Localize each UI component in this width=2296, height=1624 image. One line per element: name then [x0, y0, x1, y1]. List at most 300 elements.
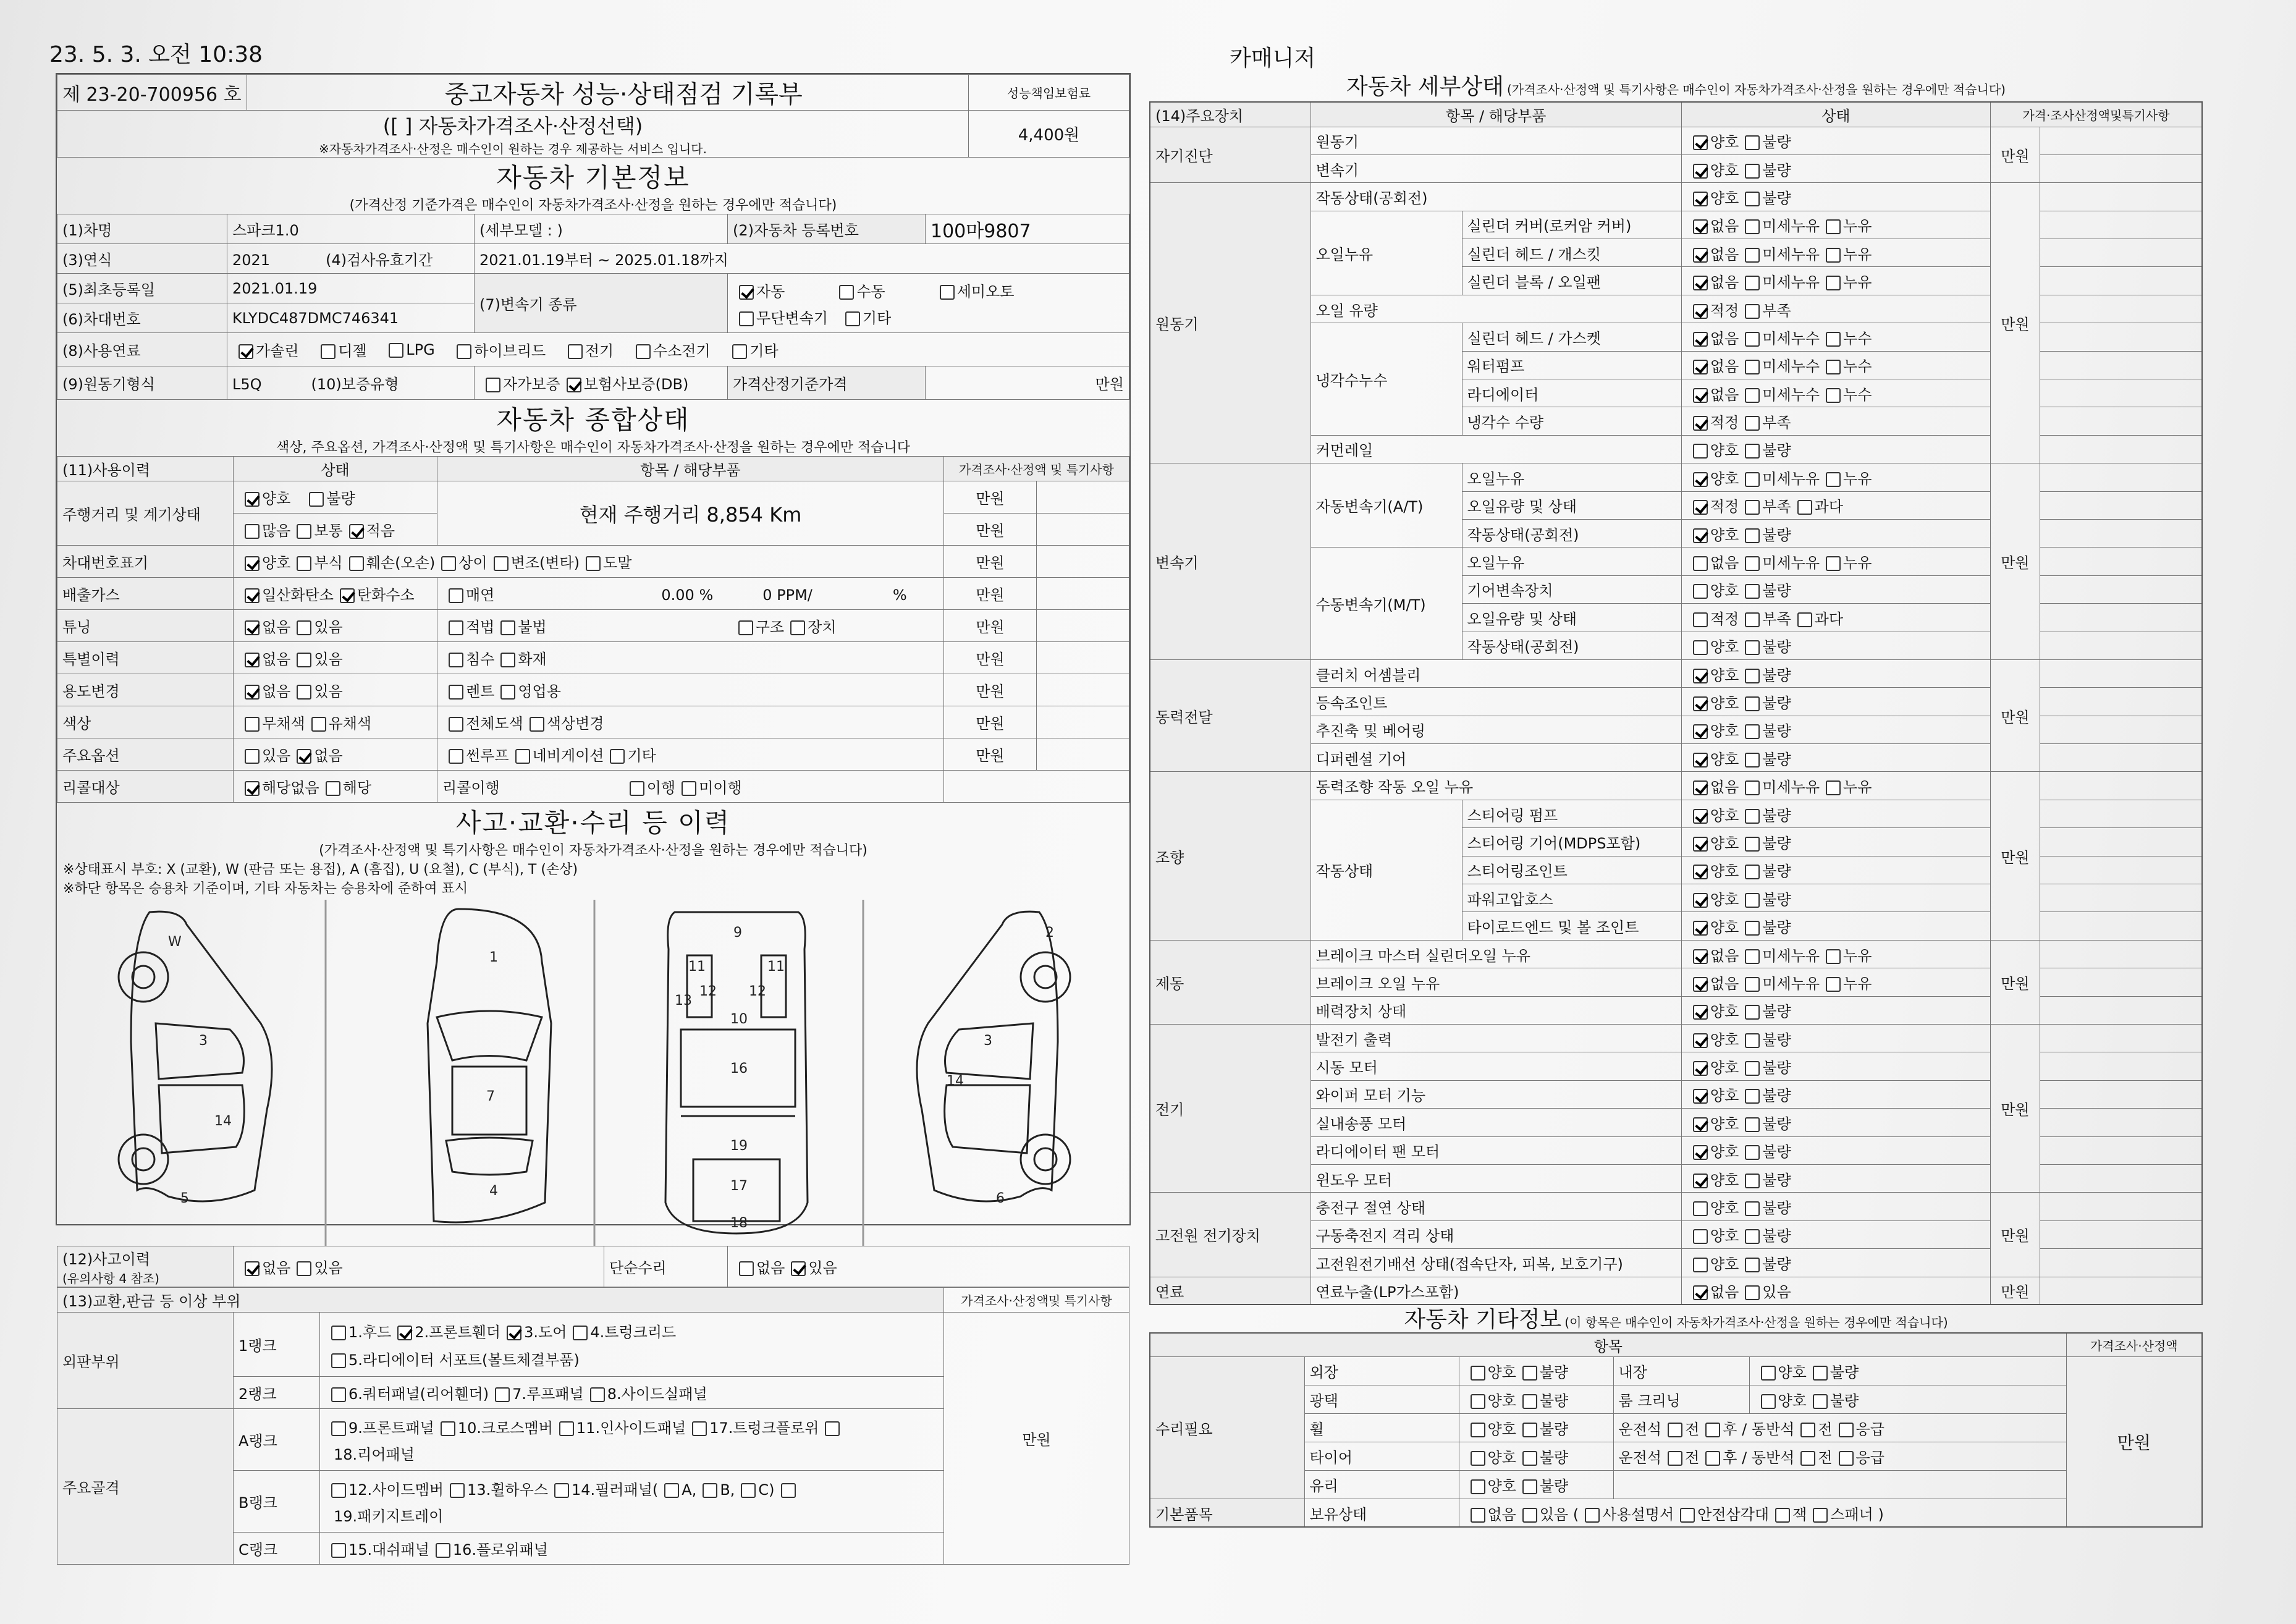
- state-label: 누유: [1843, 975, 1872, 992]
- option-label: 없음: [262, 683, 291, 700]
- state-checkbox[interactable]: [1745, 1201, 1760, 1216]
- state-checkbox[interactable]: [1693, 1033, 1708, 1048]
- checkbox[interactable]: [311, 717, 326, 732]
- detail-item: 작동상태(공회전): [1310, 183, 1681, 211]
- state-label: 불량: [1762, 638, 1791, 656]
- state-checkbox[interactable]: [1745, 669, 1760, 683]
- checkbox[interactable]: [781, 1483, 796, 1498]
- state-label: 불량: [1762, 161, 1791, 179]
- detail-unit: 만원: [1990, 772, 2040, 940]
- detail-group: 고전원 전기장치: [1150, 1193, 1310, 1277]
- diagram-label: 7: [486, 1089, 495, 1104]
- state-label: 없음: [1710, 218, 1739, 235]
- legend-note: ※하단 항목은 승용차 기준이며, 기타 자동차는 승용차에 준하여 표시: [63, 881, 468, 897]
- detail-state: [1681, 154, 1990, 182]
- checkbox[interactable]: [245, 685, 260, 700]
- option-label: 있음: [314, 651, 343, 668]
- detail-state: [1681, 632, 1990, 659]
- head-state: 상태: [1681, 102, 1990, 127]
- checkbox[interactable]: [245, 556, 260, 571]
- state-checkbox[interactable]: [1693, 164, 1708, 179]
- state-checkbox[interactable]: [1745, 977, 1760, 992]
- head-price: 가격조사·산정액 및 특기사항: [944, 457, 1129, 481]
- checkbox[interactable]: [1705, 1451, 1720, 1466]
- label-model: (1)차명: [57, 214, 227, 244]
- checkbox[interactable]: [1800, 1451, 1815, 1466]
- checkbox-diesel[interactable]: [321, 344, 336, 359]
- checkbox[interactable]: [449, 685, 463, 700]
- checkbox[interactable]: [825, 1421, 840, 1436]
- checkbox-other-fuel[interactable]: [732, 344, 747, 359]
- checkbox[interactable]: [331, 1353, 346, 1368]
- state-checkbox[interactable]: [1826, 472, 1841, 487]
- state-checkbox[interactable]: [1693, 724, 1708, 739]
- detail-item: 변속기: [1310, 154, 1681, 182]
- checkbox[interactable]: [1839, 1423, 1854, 1437]
- state-checkbox[interactable]: [1693, 977, 1708, 992]
- checkbox[interactable]: [245, 717, 260, 732]
- state-checkbox[interactable]: [1745, 893, 1760, 908]
- checkbox[interactable]: [1813, 1394, 1828, 1409]
- state-checkbox[interactable]: [1745, 192, 1760, 206]
- state-checkbox[interactable]: [1745, 1285, 1760, 1300]
- state-checkbox[interactable]: [1745, 528, 1760, 543]
- state-checkbox[interactable]: [1745, 1033, 1760, 1048]
- state-checkbox[interactable]: [1693, 304, 1708, 319]
- checkbox[interactable]: [507, 1326, 521, 1340]
- checkbox[interactable]: [349, 556, 364, 571]
- checkbox[interactable]: [449, 620, 463, 635]
- option-label: 있음: [808, 1259, 837, 1277]
- detail-price-cell: [2040, 548, 2202, 575]
- detail-item: 브레이크 마스터 실린더오일 누유: [1310, 940, 1681, 968]
- checkbox-mileage-high[interactable]: [245, 524, 260, 539]
- option-label: 1.후드: [348, 1323, 392, 1341]
- detail-state: [1681, 463, 1990, 491]
- diagram-label: 14: [214, 1114, 232, 1129]
- state-checkbox[interactable]: [1693, 1005, 1708, 1020]
- option-label: 자가보증: [503, 376, 560, 393]
- checkbox[interactable]: [449, 653, 463, 667]
- detail-price-cell: [2040, 1109, 2202, 1136]
- state-checkbox[interactable]: [1693, 696, 1708, 711]
- state-checkbox[interactable]: [1693, 921, 1708, 936]
- checkbox[interactable]: [449, 749, 463, 764]
- option-label: 불량: [1539, 1477, 1569, 1495]
- detail-item: 디퍼렌셜 기어: [1310, 744, 1681, 772]
- detail-price-cell: [2040, 1249, 2202, 1277]
- checkbox[interactable]: [586, 556, 601, 571]
- option-label: 미이행: [699, 779, 742, 797]
- option-label: 후 / 동반석: [1723, 1448, 1795, 1466]
- state-checkbox[interactable]: [1693, 1201, 1708, 1216]
- checkbox[interactable]: [664, 1483, 679, 1498]
- state-checkbox[interactable]: [1745, 584, 1760, 599]
- option-label: 양호: [262, 554, 291, 572]
- checkbox[interactable]: [441, 556, 456, 571]
- checkbox[interactable]: [326, 781, 340, 796]
- checkbox-electric[interactable]: [568, 344, 583, 359]
- detail-item: 커먼레일: [1310, 435, 1681, 463]
- checkbox[interactable]: [610, 749, 625, 764]
- head-exchange-price: 가격조사·산정액및 특기사항: [944, 1288, 1129, 1313]
- state-checkbox[interactable]: [1693, 276, 1708, 290]
- state-checkbox[interactable]: [1745, 1145, 1760, 1160]
- state-label: 적정: [1710, 302, 1739, 319]
- state-checkbox[interactable]: [1826, 780, 1841, 795]
- checkbox[interactable]: [1680, 1508, 1695, 1523]
- checkbox-mileage-good[interactable]: [245, 492, 260, 507]
- checkbox[interactable]: [331, 1326, 346, 1340]
- checkbox[interactable]: [297, 653, 311, 667]
- checkbox[interactable]: [494, 556, 509, 571]
- state-checkbox[interactable]: [1693, 1117, 1708, 1132]
- option-label: 없음: [262, 619, 291, 636]
- label-possession: 보유상태: [1304, 1499, 1459, 1527]
- state-checkbox[interactable]: [1745, 640, 1760, 655]
- checkbox[interactable]: [297, 685, 311, 700]
- state-checkbox[interactable]: [1826, 219, 1841, 234]
- state-label: 미세누유: [1762, 218, 1820, 235]
- label-wheel: 휠: [1304, 1413, 1459, 1442]
- state-label: 불량: [1762, 806, 1791, 824]
- state-checkbox[interactable]: [1797, 500, 1812, 515]
- state-checkbox[interactable]: [1745, 416, 1760, 431]
- checkbox-self-warranty[interactable]: [486, 378, 500, 392]
- checkbox[interactable]: [397, 1326, 412, 1340]
- detail-subitem: 냉각수 수량: [1462, 407, 1681, 435]
- state-checkbox[interactable]: [1745, 135, 1760, 150]
- checkbox[interactable]: [245, 749, 260, 764]
- state-checkbox[interactable]: [1693, 416, 1708, 431]
- state-checkbox[interactable]: [1693, 1174, 1708, 1188]
- checkbox[interactable]: [340, 588, 355, 603]
- checkbox[interactable]: [1775, 1508, 1790, 1523]
- checkbox[interactable]: [554, 1483, 569, 1498]
- checkbox[interactable]: [1522, 1451, 1537, 1466]
- state-checkbox[interactable]: [1693, 612, 1708, 627]
- state-checkbox[interactable]: [1745, 921, 1760, 936]
- checkbox[interactable]: [500, 653, 515, 667]
- state-checkbox[interactable]: [1745, 865, 1760, 879]
- state-checkbox[interactable]: [1693, 248, 1708, 263]
- checkbox[interactable]: [449, 588, 463, 603]
- state-checkbox[interactable]: [1693, 219, 1708, 234]
- state-checkbox[interactable]: [1745, 837, 1760, 852]
- checkbox-semiauto[interactable]: [940, 285, 955, 300]
- doc-number: 제 23-20-700956 호: [57, 75, 247, 111]
- checkbox-simple-none[interactable]: [739, 1261, 754, 1276]
- detail-item: 발전기 출력: [1310, 1025, 1681, 1052]
- state-checkbox[interactable]: [1745, 360, 1760, 374]
- state-checkbox[interactable]: [1693, 556, 1708, 571]
- label-gloss: 광택: [1304, 1385, 1459, 1413]
- state-label: 불량: [1762, 133, 1791, 151]
- checkbox[interactable]: [1813, 1366, 1828, 1381]
- checkbox-hybrid[interactable]: [457, 344, 471, 359]
- state-checkbox[interactable]: [1745, 164, 1760, 179]
- diagram-label: 1: [489, 950, 498, 965]
- state-checkbox[interactable]: [1745, 472, 1760, 487]
- state-checkbox[interactable]: [1693, 837, 1708, 852]
- option-label: 디젤: [338, 342, 367, 360]
- checkbox-hydrogen[interactable]: [636, 344, 651, 359]
- checkbox[interactable]: [331, 1421, 346, 1436]
- state-checkbox[interactable]: [1745, 556, 1760, 571]
- checkbox[interactable]: [1471, 1508, 1485, 1523]
- option-label: 있음: [314, 619, 343, 636]
- state-checkbox[interactable]: [1693, 893, 1708, 908]
- state-checkbox[interactable]: [1745, 388, 1760, 403]
- checkbox[interactable]: [703, 1483, 717, 1498]
- checkbox-accident-yes[interactable]: [297, 1261, 311, 1276]
- checkbox[interactable]: [1668, 1423, 1682, 1437]
- checkbox[interactable]: [1522, 1394, 1537, 1409]
- checkbox-insurer-warranty[interactable]: [567, 378, 581, 392]
- detail-group: 동력전달: [1150, 659, 1310, 772]
- state-checkbox[interactable]: [1826, 556, 1841, 571]
- row-vin-marking: 차대번호표기: [57, 546, 234, 578]
- option-label: 양호: [1487, 1363, 1516, 1381]
- state-checkbox[interactable]: [1797, 612, 1812, 627]
- state-checkbox[interactable]: [1745, 332, 1760, 347]
- state-checkbox[interactable]: [1693, 1145, 1708, 1160]
- state-checkbox[interactable]: [1693, 1285, 1708, 1300]
- detail-item: 구동축전지 격리 상태: [1310, 1220, 1681, 1248]
- state-label: 불량: [1762, 863, 1791, 881]
- state-checkbox[interactable]: [1693, 1089, 1708, 1104]
- checkbox[interactable]: [1522, 1423, 1537, 1437]
- checkbox[interactable]: [245, 781, 260, 796]
- checkbox[interactable]: [245, 620, 260, 635]
- state-checkbox[interactable]: [1693, 753, 1708, 768]
- detail-group: 연료: [1150, 1277, 1310, 1305]
- checkbox[interactable]: [297, 556, 311, 571]
- checkbox[interactable]: [515, 749, 530, 764]
- state-checkbox[interactable]: [1693, 1258, 1708, 1272]
- state-checkbox[interactable]: [1693, 360, 1708, 374]
- state-checkbox[interactable]: [1826, 977, 1841, 992]
- checkbox[interactable]: [1800, 1423, 1815, 1437]
- checkbox-lpg[interactable]: [389, 343, 403, 358]
- checkbox[interactable]: [1522, 1366, 1537, 1381]
- checkbox[interactable]: [1761, 1366, 1776, 1381]
- option-label: 잭: [1792, 1505, 1807, 1523]
- checkbox[interactable]: [450, 1483, 465, 1498]
- state-checkbox[interactable]: [1826, 949, 1841, 964]
- state-checkbox[interactable]: [1745, 444, 1760, 459]
- option-label: 색상변경: [546, 715, 604, 732]
- checkbox[interactable]: [1471, 1423, 1485, 1437]
- label-simple-repair: 단순수리: [604, 1246, 728, 1287]
- state-checkbox[interactable]: [1693, 1061, 1708, 1076]
- state-checkbox[interactable]: [1745, 1258, 1760, 1272]
- state-checkbox[interactable]: [1693, 949, 1708, 964]
- state-checkbox[interactable]: [1693, 135, 1708, 150]
- checkbox[interactable]: [1839, 1451, 1854, 1466]
- state-label: 양호: [1710, 442, 1739, 460]
- checkbox[interactable]: [1471, 1366, 1485, 1381]
- state-checkbox[interactable]: [1745, 1174, 1760, 1188]
- state-checkbox[interactable]: [1745, 612, 1760, 627]
- row-mileage: 주행거리 및 계기상태: [57, 481, 234, 546]
- state-checkbox[interactable]: [1693, 865, 1708, 879]
- checkbox-mileage-low[interactable]: [349, 524, 364, 539]
- checkbox[interactable]: [297, 749, 311, 764]
- checkbox[interactable]: [1471, 1479, 1485, 1494]
- checkbox[interactable]: [692, 1421, 707, 1436]
- state-checkbox[interactable]: [1745, 809, 1760, 824]
- checkbox-cvt[interactable]: [739, 311, 754, 326]
- checkbox[interactable]: [245, 653, 260, 667]
- exchange-unit: 만원: [944, 1313, 1129, 1565]
- state-checkbox[interactable]: [1745, 1229, 1760, 1244]
- detail-item: 자동변속기(A/T): [1310, 463, 1462, 548]
- state-checkbox[interactable]: [1693, 444, 1708, 459]
- checkbox[interactable]: [331, 1387, 346, 1402]
- state-checkbox[interactable]: [1745, 949, 1760, 964]
- checkbox[interactable]: [738, 620, 753, 635]
- checkbox[interactable]: [297, 620, 311, 635]
- state-checkbox[interactable]: [1693, 584, 1708, 599]
- emission-co: 0.00 %: [661, 586, 714, 604]
- checkbox[interactable]: [1705, 1423, 1720, 1437]
- state-checkbox[interactable]: [1693, 528, 1708, 543]
- checkbox[interactable]: [449, 717, 463, 732]
- state-checkbox[interactable]: [1826, 248, 1841, 263]
- detail-price-cell: [2040, 828, 2202, 856]
- option-label: LPG: [406, 340, 435, 358]
- checkbox[interactable]: [331, 1483, 346, 1498]
- state-label: 양호: [1710, 750, 1739, 768]
- state-checkbox[interactable]: [1693, 780, 1708, 795]
- detail-state: [1681, 688, 1990, 716]
- option-label: 자동: [756, 282, 785, 300]
- car-diagram-svg: [57, 900, 1132, 1246]
- state-checkbox[interactable]: [1693, 500, 1708, 515]
- state-checkbox[interactable]: [1745, 1117, 1760, 1132]
- checkbox[interactable]: [630, 781, 644, 796]
- state-checkbox[interactable]: [1745, 724, 1760, 739]
- checkbox-auto[interactable]: [739, 285, 754, 300]
- state-checkbox[interactable]: [1745, 276, 1760, 290]
- option-label: 보험사보증(DB): [583, 376, 689, 393]
- state-checkbox[interactable]: [1693, 669, 1708, 683]
- checkbox[interactable]: [573, 1326, 588, 1340]
- label-inspection-validity: (4)검사유효기간: [326, 252, 433, 269]
- option-label: 기타: [749, 342, 779, 360]
- checkbox[interactable]: [500, 685, 515, 700]
- state-checkbox[interactable]: [1693, 809, 1708, 824]
- checkbox-accident-none[interactable]: [245, 1261, 260, 1276]
- state-checkbox[interactable]: [1693, 332, 1708, 347]
- detail-subitem: 오일유량 및 상태: [1462, 491, 1681, 519]
- checkbox[interactable]: [682, 781, 696, 796]
- detail-price-cell: [2040, 211, 2202, 239]
- option-label: A,: [682, 1481, 697, 1499]
- checkbox-mileage-bad[interactable]: [309, 492, 324, 507]
- state-checkbox[interactable]: [1745, 753, 1760, 768]
- diagram-label: 19: [730, 1138, 748, 1154]
- checkbox[interactable]: [1585, 1508, 1600, 1523]
- state-checkbox[interactable]: [1745, 696, 1760, 711]
- checkbox[interactable]: [530, 717, 544, 732]
- checkbox-manual[interactable]: [839, 285, 854, 300]
- checkbox[interactable]: [1471, 1394, 1485, 1409]
- option-label: 렌트: [466, 683, 495, 700]
- diagram-label: 9: [733, 925, 742, 941]
- checkbox[interactable]: [1471, 1451, 1485, 1466]
- state-checkbox[interactable]: [1693, 472, 1708, 487]
- checkbox[interactable]: [331, 1543, 346, 1558]
- state-checkbox[interactable]: [1745, 1089, 1760, 1104]
- checkbox[interactable]: [1522, 1479, 1537, 1494]
- unit: 만원: [944, 514, 1037, 546]
- detail-price-cell: [2040, 239, 2202, 267]
- state-label: 미세누수: [1762, 358, 1820, 376]
- checkbox[interactable]: [436, 1543, 450, 1558]
- row-color: 색상: [57, 706, 234, 738]
- option-label: 스패너 ): [1830, 1505, 1884, 1523]
- checkbox[interactable]: [559, 1421, 574, 1436]
- state-checkbox[interactable]: [1693, 640, 1708, 655]
- state-checkbox[interactable]: [1745, 780, 1760, 795]
- checkbox[interactable]: [741, 1483, 756, 1498]
- basic-info-table: [57, 214, 1129, 400]
- doc-title: 중고자동차 성능·상태점검 기록부: [247, 75, 968, 111]
- state-checkbox[interactable]: [1745, 219, 1760, 234]
- detail-price-cell: [2040, 659, 2202, 687]
- state-label: 과다: [1814, 610, 1844, 628]
- checkbox[interactable]: [1522, 1508, 1537, 1523]
- checkbox-other-trans[interactable]: [845, 311, 860, 326]
- checkbox[interactable]: [441, 1421, 455, 1436]
- state-label: 불량: [1762, 919, 1791, 937]
- state-label: 누유: [1843, 218, 1872, 235]
- checkbox[interactable]: [245, 588, 260, 603]
- state-checkbox[interactable]: [1693, 388, 1708, 403]
- option-label: 없음: [1487, 1505, 1516, 1523]
- checkbox[interactable]: [590, 1387, 605, 1402]
- checkbox-simple-yes[interactable]: [791, 1261, 806, 1276]
- label-rank-2: 2랭크: [234, 1377, 320, 1409]
- checkbox[interactable]: [500, 620, 515, 635]
- state-checkbox[interactable]: [1826, 360, 1841, 374]
- label-submodel: (세부모델 : ): [475, 214, 728, 244]
- state-checkbox[interactable]: [1745, 304, 1760, 319]
- state-checkbox[interactable]: [1745, 1061, 1760, 1076]
- state-checkbox[interactable]: [1745, 500, 1760, 515]
- state-checkbox[interactable]: [1693, 1229, 1708, 1244]
- state-label: 불량: [1762, 695, 1791, 712]
- checkbox-mileage-normal[interactable]: [297, 524, 311, 539]
- state-label: 과다: [1814, 498, 1844, 516]
- state-checkbox[interactable]: [1693, 192, 1708, 206]
- state-checkbox[interactable]: [1826, 388, 1841, 403]
- checkbox[interactable]: [1761, 1394, 1776, 1409]
- checkbox-gasoline[interactable]: [238, 344, 253, 359]
- state-checkbox[interactable]: [1826, 276, 1841, 290]
- label-base-price: 가격산정기준가격: [728, 366, 926, 400]
- detail-unit: 만원: [1990, 127, 2040, 183]
- state-checkbox[interactable]: [1745, 1005, 1760, 1020]
- state-checkbox[interactable]: [1826, 332, 1841, 347]
- checkbox[interactable]: [1668, 1451, 1682, 1466]
- checkbox[interactable]: [790, 620, 805, 635]
- checkbox[interactable]: [1813, 1508, 1828, 1523]
- state-checkbox[interactable]: [1745, 248, 1760, 263]
- checkbox[interactable]: [495, 1387, 510, 1402]
